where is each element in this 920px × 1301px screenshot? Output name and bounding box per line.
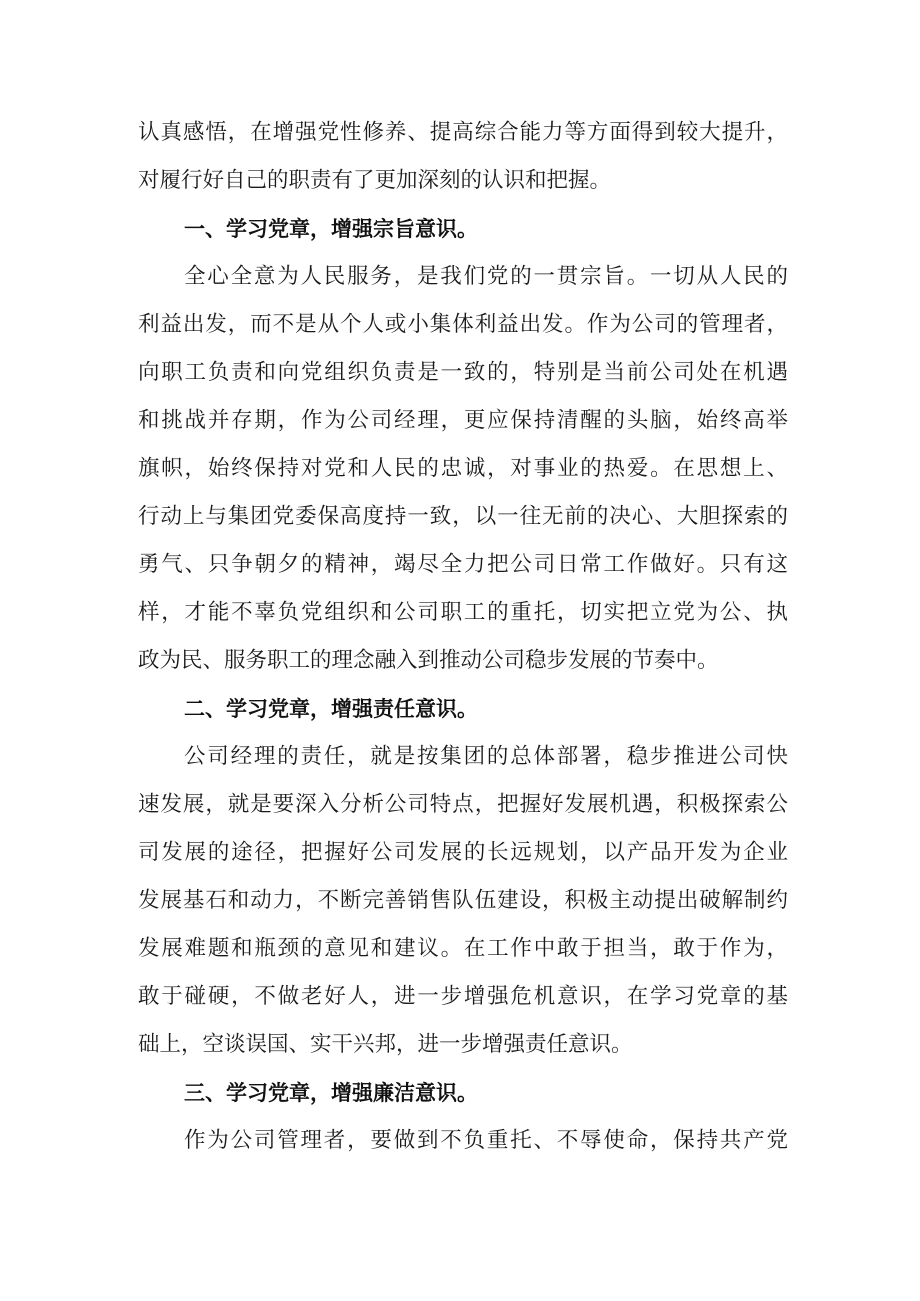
paragraph-line: 作为公司管理者，要做到不负重托、不辱使命，保持共产党 [184, 1128, 788, 1153]
paragraph-line: 发展难题和瓶颈的意见和建议。在工作中敢于担当，敢于作为， [138, 936, 788, 961]
paragraph-line: 行动上与集团党委保高度持一致，以一往无前的决心、大胆探索的 [138, 504, 788, 529]
section-heading-1: 一、学习党章，增强宗旨意识。 [184, 217, 478, 241]
paragraph-line: 认真感悟，在增强党性修养、提高综合能力等方面得到较大提升， [138, 120, 788, 145]
paragraph-line: 速发展，就是要深入分析公司特点，把握好发展机遇，积极探索公 [138, 792, 788, 817]
paragraph-line: 发展基石和动力，不断完善销售队伍建设，积极主动提出破解制约 [138, 888, 788, 913]
paragraph-line: 和挑战并存期，作为公司经理，更应保持清醒的头脑，始终高举 [138, 408, 788, 433]
section-heading-3: 三、学习党章，增强廉洁意识。 [184, 1081, 478, 1105]
paragraph-line: 对履行好自己的职责有了更加深刻的认识和把握。 [138, 168, 612, 193]
paragraph-line: 利益出发，而不是从个人或小集体利益出发。作为公司的管理者， [138, 312, 788, 337]
paragraph-line: 公司经理的责任，就是按集团的总体部署，稳步推进公司快 [184, 744, 788, 769]
paragraph-line: 政为民、服务职工的理念融入到推动公司稳步发展的节奏中。 [138, 648, 719, 673]
paragraph-line: 旗帜，始终保持对党和人民的忠诚，对事业的热爱。在思想上、 [138, 456, 788, 481]
paragraph-line: 司发展的途径，把握好公司发展的长远规划，以产品开发为企业 [138, 840, 788, 865]
paragraph-line: 样，才能不辜负党组织和公司职工的重托，切实把立党为公、执 [138, 600, 788, 625]
paragraph-line: 向职工负责和向党组织负责是一致的，特别是当前公司处在机遇 [138, 360, 788, 385]
paragraph-line: 全心全意为人民服务，是我们党的一贯宗旨。一切从人民的 [184, 264, 788, 289]
paragraph-line: 敢于碰硬，不做老好人，进一步增强危机意识，在学习党章的基 [138, 984, 788, 1009]
paragraph-line: 勇气、只争朝夕的精神，竭尽全力把公司日常工作做好。只有这 [138, 552, 788, 577]
paragraph-line: 础上，空谈误国、实干兴邦，进一步增强责任意识。 [138, 1032, 633, 1057]
section-heading-2: 二、学习党章，增强责任意识。 [184, 697, 478, 721]
